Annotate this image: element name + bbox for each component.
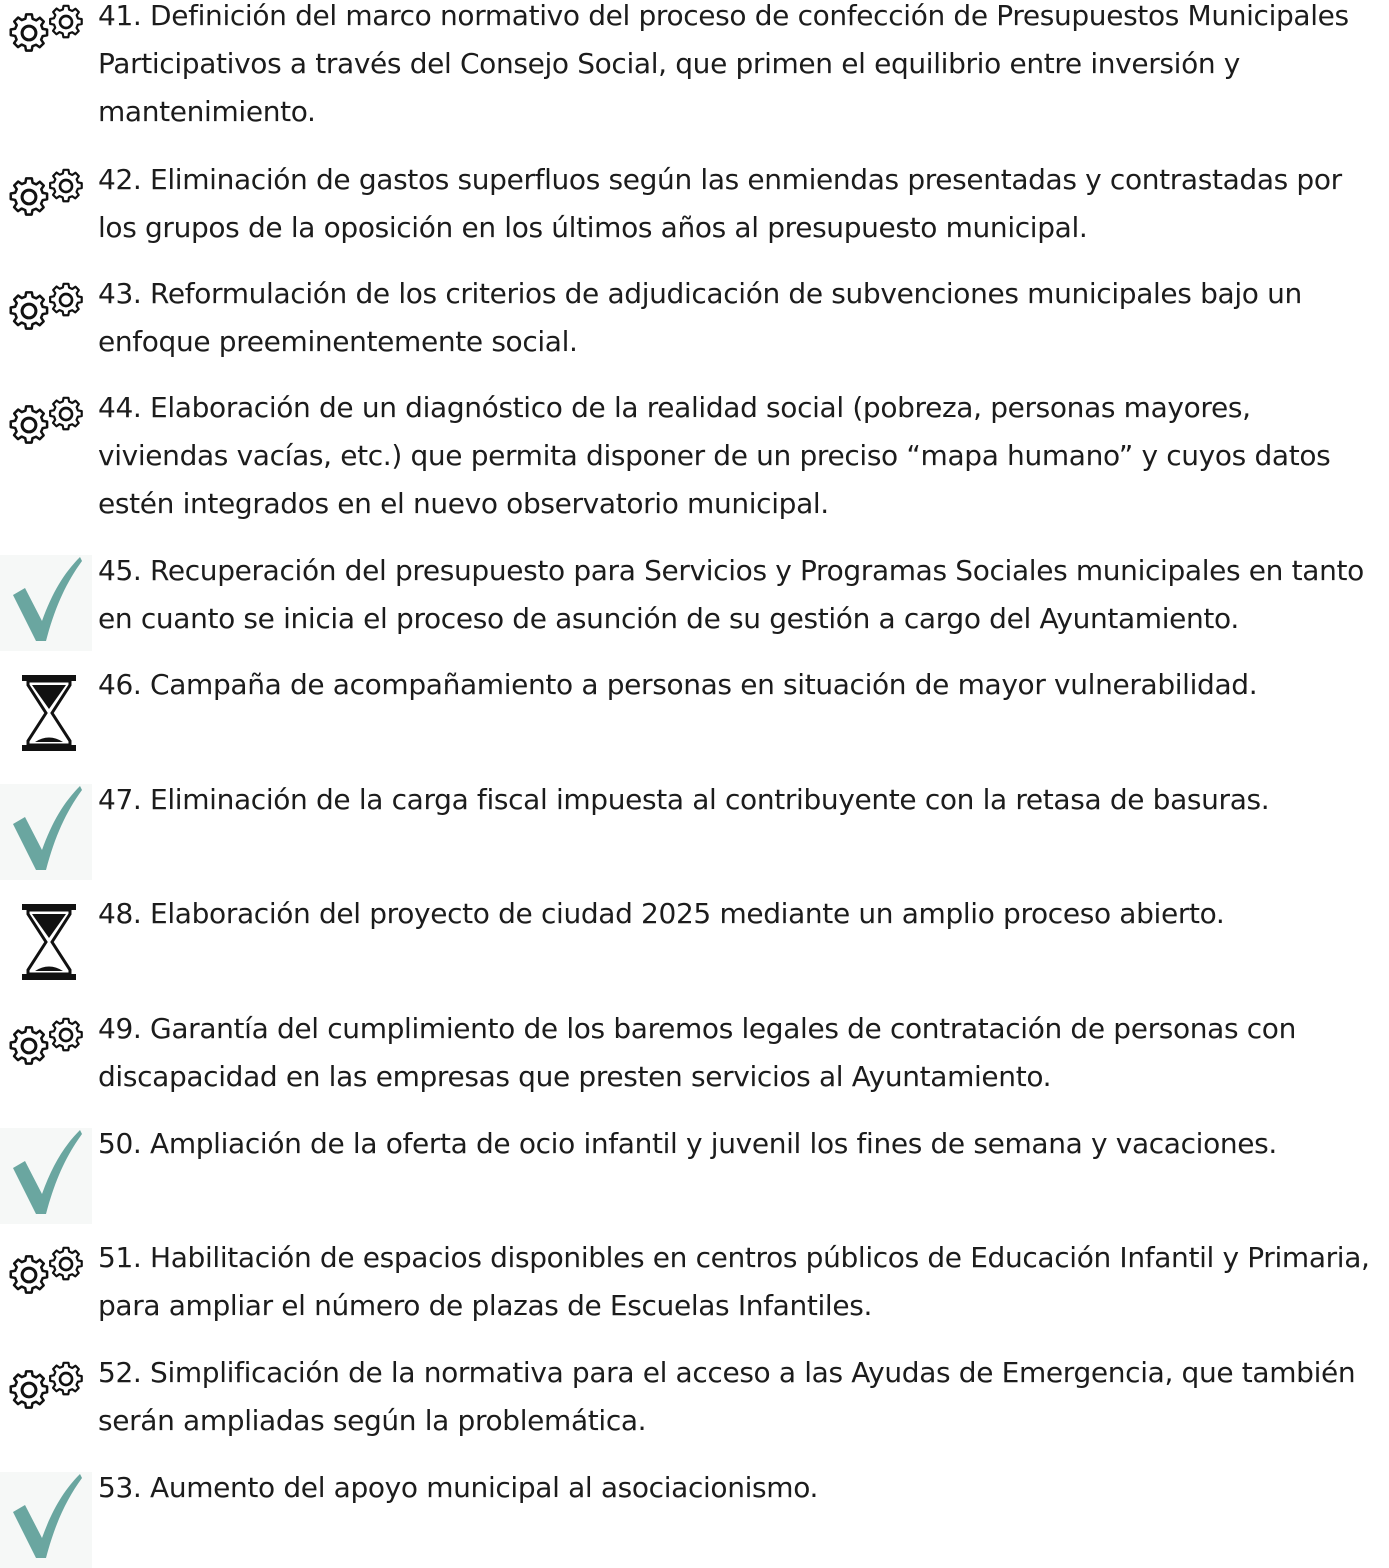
gears-icon	[0, 0, 92, 96]
commitment-text: 44. Elaboración de un diagnóstico de la realidad social (pobreza, personas mayores, viviendas vacías, etc.) que permita disponer de un preciso “mapa humano” y cuyos datos estén integrados en el nuevo observatorio municipal.	[98, 391, 1331, 520]
checkmark-icon	[0, 555, 92, 651]
gears-icon	[0, 278, 92, 374]
commitment-text: 52. Simplificación de la normativa para el acceso a las Ayudas de Emergencia, que también serán ampliadas según la problemática.	[98, 1356, 1356, 1437]
commitment-text: 53. Aumento del apoyo municipal al asociacionismo.	[98, 1471, 819, 1504]
commitment-text: 48. Elaboración del proyecto de ciudad 2025 mediante un amplio proceso abierto.	[98, 897, 1225, 930]
commitment-text: 50. Ampliación de la oferta de ocio infantil y juvenil los fines de semana y vacaciones.	[98, 1127, 1277, 1160]
commitment-text: 51. Habilitación de espacios disponibles en centros públicos de Educación Infantil y Primaria, para ampliar el número de plazas de Escuelas Infantiles.	[98, 1241, 1370, 1322]
gears-icon	[0, 1357, 92, 1453]
commitment-text: 45. Recuperación del presupuesto para Servicios y Programas Sociales municipales en tanto en cuanto se inicia el proceso de asunción de su gestión a cargo del Ayuntamiento.	[98, 554, 1364, 635]
gears-icon	[0, 1242, 92, 1338]
checkmark-icon	[0, 784, 92, 880]
hourglass-icon	[0, 669, 92, 765]
hourglass-icon	[0, 898, 92, 994]
commitment-text: 46. Campaña de acompañamiento a personas en situación de mayor vulnerabilidad.	[98, 668, 1258, 701]
gears-icon	[0, 164, 92, 260]
gears-icon	[0, 1013, 92, 1109]
commitment-text: 42. Eliminación de gastos superfluos según las enmiendas presentadas y contrastadas por los grupos de la oposición en los últimos años al presupuesto municipal.	[98, 163, 1342, 244]
commitment-text: 41. Definición del marco normativo del proceso de confección de Presupuestos Municipales Participativos a través del Consejo Social, que primen el equilibrio entre inversión y mantenimiento.	[98, 0, 1349, 128]
commitment-text: 43. Reformulación de los criterios de adjudicación de subvenciones municipales bajo un enfoque preeminentemente social.	[98, 277, 1302, 358]
checkmark-icon	[0, 1472, 92, 1568]
checkmark-icon	[0, 1128, 92, 1224]
commitment-text: 47. Eliminación de la carga fiscal impuesta al contribuyente con la retasa de basuras.	[98, 783, 1270, 816]
commitment-text: 49. Garantía del cumplimiento de los baremos legales de contratación de personas con discapacidad en las empresas que presten servicios al Ayuntamiento.	[98, 1012, 1296, 1093]
gears-icon	[0, 392, 92, 488]
